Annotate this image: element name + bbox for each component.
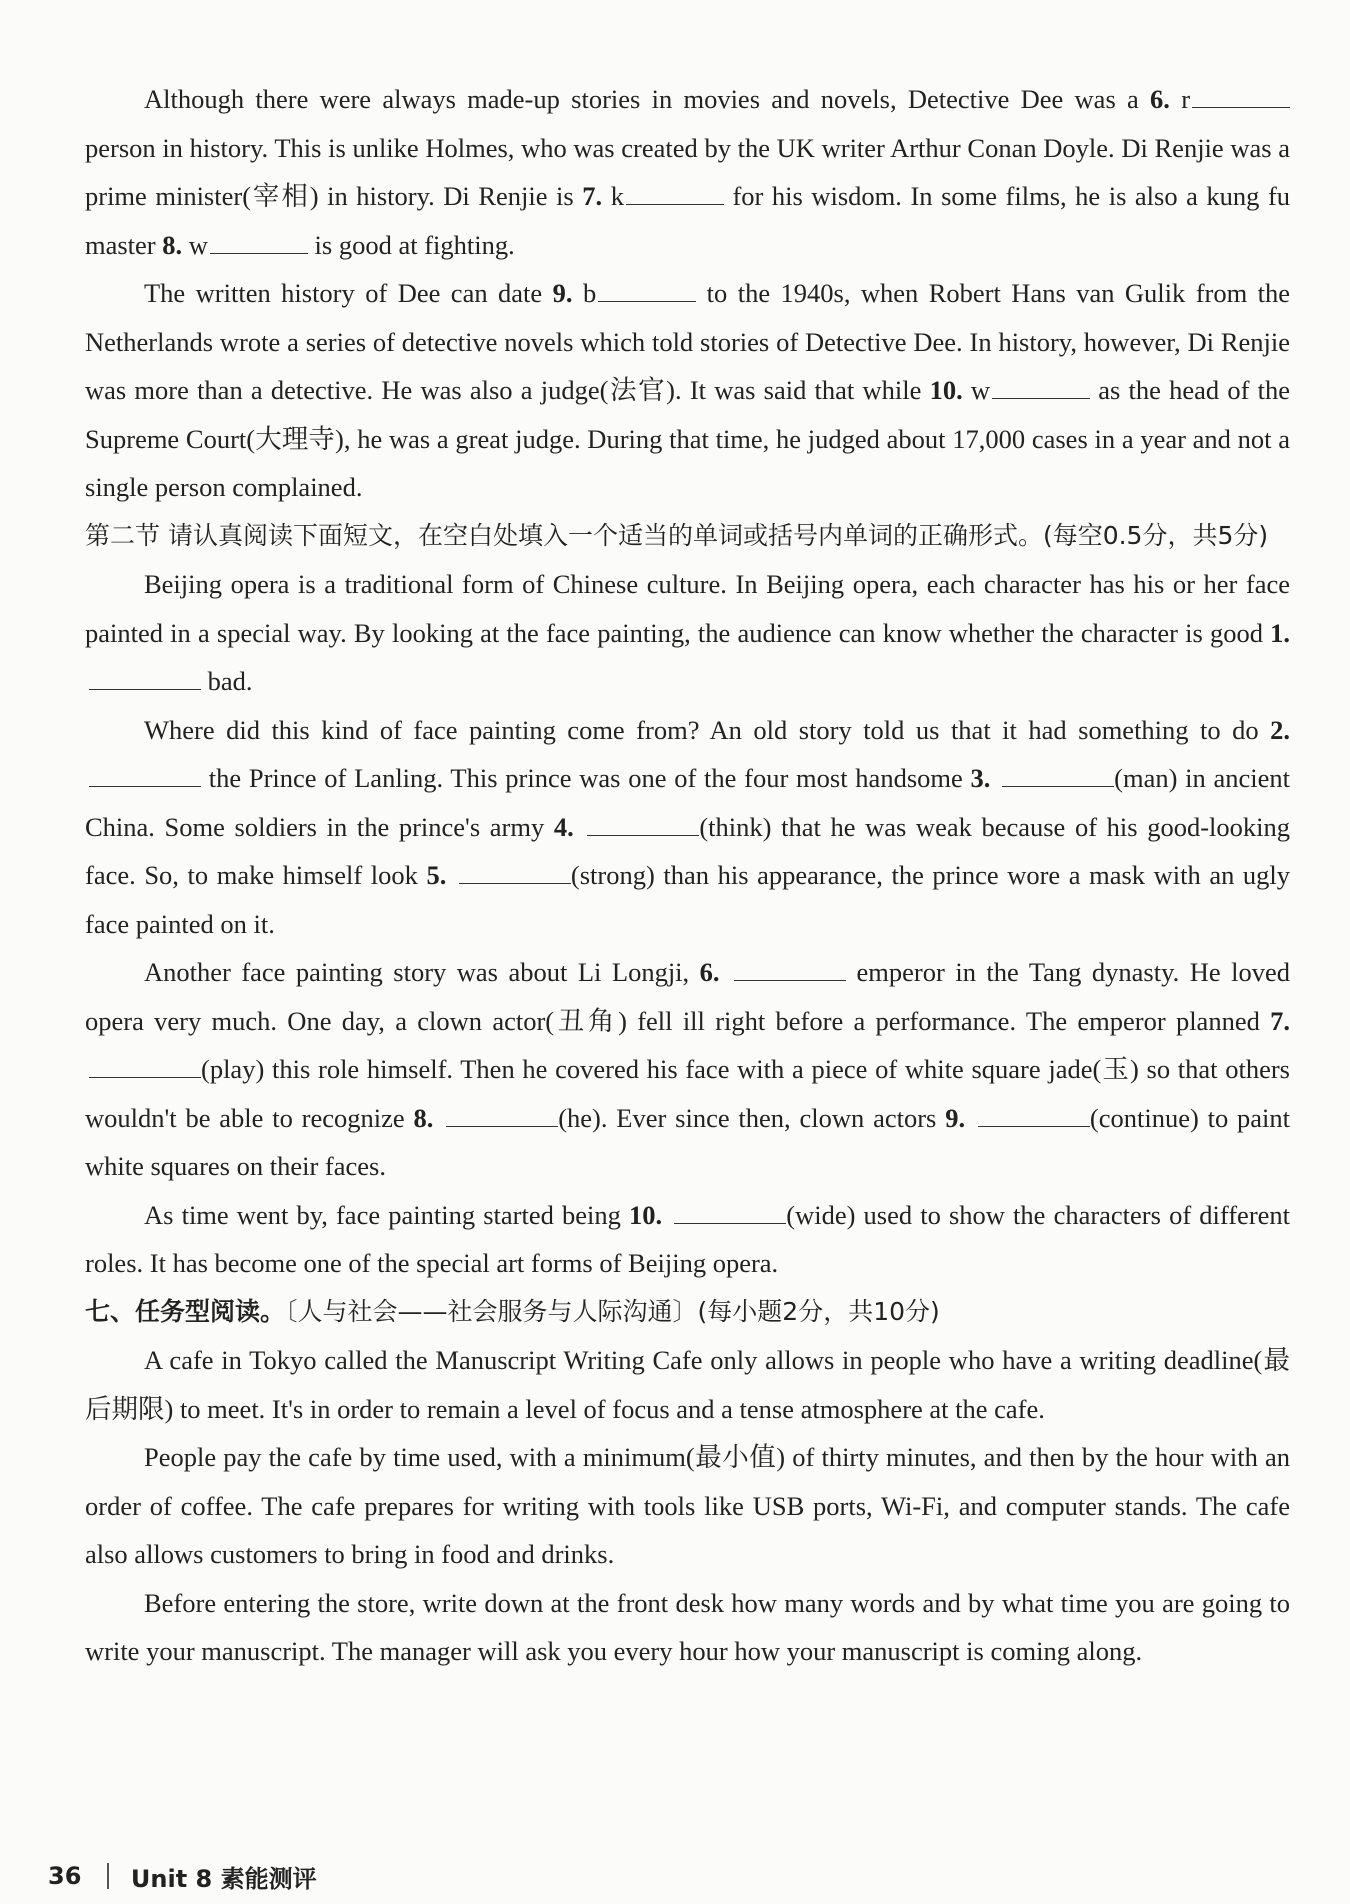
- passage-c-paragraph-1: A cafe in Tokyo called the Manuscript Writing Cafe only allows in people who have a writing deadline(最后期限) to meet. It's in order to remain a level of focus and a tense atmosphere at the cafe.: [85, 1345, 1290, 1424]
- text-segment: the Prince of Lanling. This prince was one of the four most handsome: [208, 763, 963, 793]
- text-segment: for his wisdom. In some films, he is also a kung fu master: [85, 181, 1291, 260]
- initial-letter: r: [1181, 84, 1191, 114]
- text-segment: emperor in the Tang dynasty. He loved opera very much. One day, a clown actor(丑角) fell ill right before a performance. The emperor planned: [85, 957, 1291, 1036]
- answer-blank[interactable]: [598, 279, 696, 302]
- question-number: 1.: [1270, 617, 1291, 648]
- passage-a-paragraph-2: [85, 269, 1290, 512]
- passage-b-paragraph-3: [85, 948, 1290, 1191]
- initial-letter: w: [188, 229, 208, 260]
- answer-blank[interactable]: [626, 182, 724, 205]
- text-segment: bad.: [207, 666, 253, 696]
- text-segment: Another face painting story was about Li Longji,: [144, 957, 690, 987]
- text-segment: The written history of Dee can date: [144, 278, 543, 308]
- question-number: 6.: [1150, 84, 1170, 114]
- answer-blank[interactable]: [978, 1104, 1090, 1127]
- text-segment: is good at fighting.: [314, 229, 515, 260]
- section-7-title: 七、任务型阅读。: [85, 1296, 286, 1326]
- page-number: 36: [48, 1862, 82, 1890]
- question-number: 7.: [582, 181, 603, 211]
- passage-b-paragraph-2: [85, 706, 1290, 949]
- initial-letter: k: [610, 181, 624, 211]
- question-number: 2.: [1270, 714, 1291, 745]
- answer-blank[interactable]: [459, 861, 571, 884]
- answer-blank[interactable]: [1002, 764, 1114, 787]
- text-segment: (man) in ancient China. Some soldiers in the prince's army: [85, 763, 1291, 842]
- passage-c-paragraph-3: Before entering the store, write down at the front desk how many words and by what time you are going to write your manuscript. The manager will ask you every hour how your manuscript is coming along.: [85, 1587, 1290, 1666]
- question-number: 8.: [413, 1102, 434, 1133]
- answer-blank[interactable]: [1192, 85, 1290, 108]
- text-segment: Beijing opera is a traditional form of Chinese culture. In Beijing opera, each character has his or her face painted in a special way. By looking at the face painting, the audience can know whether the character is good: [85, 569, 1290, 648]
- text-segment: person in history. This is unlike Holmes, who was created by the UK writer Arthur Conan Doyle. Di Renjie was a prime minister(宰相) in history. Di Renjie is: [85, 132, 1290, 211]
- question-number: 7.: [1270, 1005, 1291, 1036]
- text-segment: Where did this kind of face painting come from? An old story told us that it had something to do: [144, 714, 1259, 745]
- answer-blank[interactable]: [674, 1201, 786, 1224]
- text-segment: (he). Ever since then, clown actors: [558, 1102, 937, 1133]
- answer-blank[interactable]: [446, 1104, 558, 1127]
- passage-a-paragraph-1: [85, 75, 1290, 269]
- passage-c-paragraph-2: People pay the cafe by time used, with a minimum(最小值) of thirty minutes, and then by the hour with an order of coffee. The cafe prepares for writing with tools like USB ports, Wi-Fi, and computer stands. The cafe also allows customers to bring in food and drinks.: [85, 1442, 1290, 1569]
- unit-label: Unit 8 素能测评: [130, 1864, 317, 1893]
- question-number: 9.: [552, 278, 573, 308]
- question-number: 10.: [929, 375, 963, 405]
- question-number: 5.: [426, 860, 447, 890]
- answer-blank[interactable]: [89, 1055, 201, 1078]
- section-7-topic: 〔人与社会——社会服务与人际沟通〕: [285, 1296, 698, 1326]
- text-segment: (play) this role himself. Then he covered his face with a piece of white square jade(玉) so that others wouldn't be able to recognize: [85, 1054, 1290, 1133]
- answer-blank[interactable]: [587, 813, 699, 836]
- text-segment: (think) that he was weak because of his good-looking face. So, to make himself look: [85, 811, 1290, 890]
- question-number: 10.: [628, 1199, 663, 1230]
- answer-blank[interactable]: [210, 231, 308, 254]
- answer-blank[interactable]: [89, 764, 201, 787]
- footer-divider: [107, 1863, 109, 1889]
- text-segment: to the 1940s, when Robert Hans van Gulik from the Netherlands wrote a series of detective novels which told stories of Detective Dee. In history, however, Di Renjie was more than a detective. He was also a judge(法官). It was said that while: [85, 278, 1291, 405]
- text-segment: As time went by, face painting started being: [144, 1199, 621, 1230]
- page-content: [85, 75, 1290, 1676]
- section-7-heading: [85, 1288, 1290, 1337]
- initial-letter: w: [970, 375, 991, 405]
- question-number: 8.: [162, 229, 183, 260]
- passage-b-paragraph-1: [85, 560, 1290, 706]
- text-segment: (wide) used to show the characters of different roles. It has become one of the special art forms of Beijing opera.: [85, 1199, 1291, 1278]
- answer-blank[interactable]: [992, 376, 1090, 399]
- text-segment: (strong) than his appearance, the prince wore a mask with an ugly face painted on it.: [85, 860, 1291, 939]
- section-7-score: (每小题2分，共10分): [697, 1296, 940, 1326]
- page-footer: [48, 1858, 317, 1894]
- section-2-instruction: 第二节 请认真阅读下面短文，在空白处填入一个适当的单词或括号内单词的正确形式。(每空0.5分，共5分): [85, 520, 1269, 550]
- passage-b-paragraph-4: [85, 1191, 1290, 1288]
- answer-blank[interactable]: [89, 667, 201, 690]
- question-number: 4.: [553, 811, 574, 842]
- text-segment: as the head of the Supreme Court(大理寺), he was a great judge. During that time, he judged about 17,000 cases in a year and not a single person complained.: [85, 375, 1291, 502]
- text-segment: Although there were always made-up stories in movies and novels, Detective Dee was a: [144, 84, 1139, 114]
- question-number: 6.: [699, 957, 720, 987]
- initial-letter: b: [582, 278, 597, 308]
- text-segment: (continue) to paint white squares on their faces.: [85, 1102, 1291, 1181]
- question-number: 9.: [945, 1102, 966, 1133]
- question-number: 3.: [970, 763, 991, 793]
- answer-blank[interactable]: [734, 958, 846, 981]
